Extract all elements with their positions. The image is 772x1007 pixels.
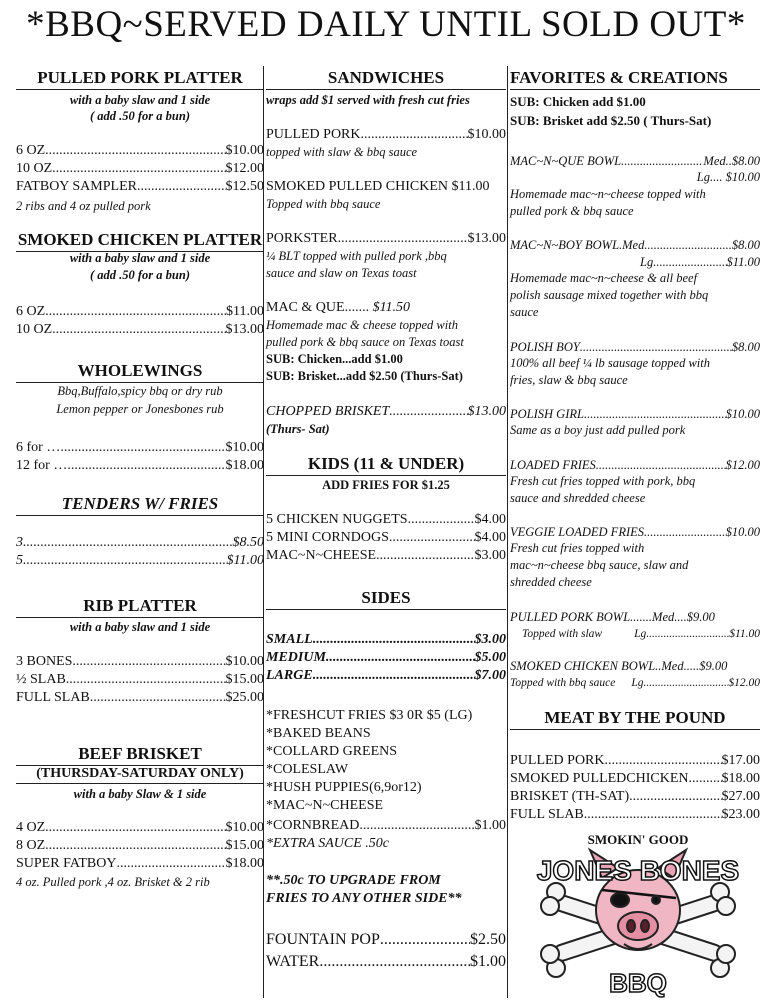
menu-item: Lg ..... $11.00 [510,253,760,271]
menu-item: CHOPPED BRISKET ..... $13.00 [266,403,506,421]
menu-item: LOADED FRIES ..... $12.00 [510,456,760,474]
pulled-pork-platter-heading: PULLED PORK PLATTER [16,68,264,90]
kids-sub: ADD FRIES FOR $1.25 [322,478,450,492]
menu-item: 12 for … ..... $18.00 [16,457,264,475]
menu-item: BRISKET (TH-SAT) ..... $27.00 [510,788,760,806]
item-desc: Same as a boy just add pulled pork [510,423,686,437]
side-item: *HUSH PUPPIES(6,9or12) [266,780,422,795]
item-desc: Homemade mac & cheese topped with [266,318,458,332]
menu-item: 5 ..... $11.00 [16,552,264,570]
menu-item: 10 OZ ..... $12.00 [16,160,264,178]
menu-item: SMOKED PULLEDCHICKEN ..... $18.00 [510,770,760,788]
upgrade-note: **.50c TO UPGRADE FROM [266,873,441,888]
side-item: *COLLARD GREENS [266,744,398,759]
smoked-chicken-platter-heading: SMOKED CHICKEN PLATTER [16,230,264,252]
sub-option: SUB: Chicken add $1.00 [510,94,646,109]
meat-by-pound-heading: MEAT BY THE POUND [510,708,760,730]
menu-item: SUPER FATBOY ..... $18.00 [16,855,264,873]
menu-item: PULLED PORK ..... $17.00 [510,752,760,770]
menu-item: FOUNTAIN POP ..... $2.50 [266,930,506,950]
menu-item: 6 OZ ..... $11.00 [16,303,264,321]
menu-item: MAC~N~QUE BOWL ..... Med..$8.00 [510,152,760,170]
logo-top-text: SMOKIN' GOOD [587,832,689,847]
logo-middle-text: JONES BONES [536,855,740,886]
logo-bottom-text: BBQ [609,968,667,998]
menu-item: MEDIUM ..... $5.00 [266,649,506,667]
item-note: 4 oz. Pulled pork ,4 oz. Brisket & 2 rib [16,875,210,889]
sub-option: SUB: Chicken...add $1.00 [266,352,403,366]
page-title: *BBQ~SERVED DAILY UNTIL SOLD OUT* [26,4,746,45]
rib-platter-sub: with a baby slaw and 1 side [69,620,211,634]
item-desc: Fresh cut fries topped with pork, bbq [510,474,696,488]
side-item: *BAKED BEANS [266,726,371,741]
item-desc: Homemade mac~n~cheese & all beef [510,271,698,285]
beef-brisket-sub: with a baby Slaw & 1 side [73,787,207,801]
menu-item: PORKSTER ..... $13.00 [266,230,506,248]
menu-item: FULL SLAB ..... $23.00 [510,806,760,824]
menu-item: 3 BONES ..... $10.00 [16,653,264,671]
wholewings-heading: WHOLEWINGS [16,361,264,383]
sandwiches-sub: wraps add $1 served with fresh cut fries [266,93,470,107]
item-desc: pulled pork & bbq sauce on Texas toast [266,335,464,349]
menu-item: FULL SLAB ..... $25.00 [16,689,264,707]
favorites-heading: FAVORITES & CREATIONS [510,68,760,90]
menu-item: MAC~N~BOY BOWL.Med ..... $8.00 [510,236,760,254]
menu-item: FATBOY SAMPLER ..... $12.50 [16,178,264,196]
menu-item: 10 OZ ..... $13.00 [16,321,264,339]
wing-flavors: Bbq,Buffalo,spicy bbq or dry rub [57,384,223,398]
item-desc: ¼ BLT topped with pulled pork ,bbq [266,249,447,263]
item-desc: fries, slaw & bbq sauce [510,373,628,387]
item-note: 2 ribs and 4 oz pulled pork [16,199,151,213]
item-desc: Homemade mac~n~cheese topped with [510,187,706,201]
menu-item: 3 ..... $8.50 [16,534,264,552]
side-item: *MAC~N~CHEESE [266,798,384,813]
menu-item: MAC~N~CHEESE ..... $3.00 [266,547,506,565]
wing-flavors: Lemon pepper or Jonesbones rub [56,402,224,416]
item-desc: polish sausage mixed together with bbq [510,288,709,302]
smoked-chicken-platter-sub: with a baby slaw and 1 side [69,251,211,265]
menu-item: 5 MINI CORNDOGS ..... $4.00 [266,529,506,547]
menu-item: Topped with slaw Lg ..... $11.00 [510,625,760,643]
menu-item: 5 CHICKEN NUGGETS ..... $4.00 [266,511,506,529]
menu-item: POLISH GIRL ..... $10.00 [510,405,760,423]
side-item: *EXTRA SAUCE .50c [266,836,390,851]
sides-heading: SIDES [266,588,506,610]
side-item: *FRESHCUT FRIES $3 0R $5 (LG) [266,708,473,723]
column-left [16,68,264,998]
item-desc: sauce and slaw on Texas toast [266,266,417,280]
menu-item: 6 for … ..... $10.00 [16,439,264,457]
item-desc: sauce and shredded cheese [510,491,646,505]
menu-item: ½ SLAB ..... $15.00 [16,671,264,689]
smoked-chicken-platter-bun: ( add .50 for a bun) [89,268,190,282]
sub-option: SUB: Brisket add $2.50 ( Thurs-Sat) [510,113,712,128]
side-item: *COLESLAW [266,762,349,777]
menu-item: LARGE ..... $7.00 [266,667,506,685]
menu-item: POLISH BOY ..... $8.00 [510,338,760,356]
column-middle [266,68,506,998]
menu-item: PULLED PORK BOWL ....... Med....$9.00 [510,610,715,624]
pulled-pork-platter-sub: with a baby slaw and 1 side [69,93,211,107]
menu-item: 4 OZ ..... $10.00 [16,819,264,837]
item-desc: topped with slaw & bbq sauce [266,145,418,159]
tenders-heading: TENDERS W/ FRIES [16,494,264,516]
menu-item: SMALL ..... $3.00 [266,631,506,649]
item-desc: Topped with bbq sauce [266,197,381,211]
item-desc: mac~n~cheese bbq sauce, slaw and [510,558,689,572]
jones-bones-logo [520,828,756,998]
menu-item: SMOKED PULLED CHICKEN $11.00 [266,179,490,194]
beef-brisket-heading: BEEF BRISKET [78,744,202,763]
item-desc: sauce [510,305,539,319]
menu-item: VEGGIE LOADED FRIES ..... $10.00 [510,523,760,541]
rib-platter-heading: RIB PLATTER [16,596,264,618]
menu-item: SMOKED CHICKEN BOWL..Med.....$9.00 [510,659,728,673]
menu-item: Topped with bbq sauce Lg ..... $12.00 [510,674,760,692]
menu-item: WATER ..... $1.00 [266,952,506,972]
item-desc: 100% all beef ¼ lb sausage topped with [510,356,710,370]
column-right [510,68,760,998]
item-note: (Thurs- Sat) [266,422,330,436]
item-desc: pulled pork & bbq sauce [510,204,634,218]
column-divider [507,66,508,998]
menu-item: *CORNBREAD ..... $1.00 [266,817,506,835]
item-desc: Fresh cut fries topped with [510,541,645,555]
menu-item: PULLED PORK ..... $10.00 [266,126,506,144]
upgrade-note: FRIES TO ANY OTHER SIDE** [266,891,462,906]
item-price: Lg.... $10.00 [696,170,760,184]
item-desc: shredded cheese [510,575,592,589]
beef-brisket-days: (THURSDAY-SATURDAY ONLY) [16,765,264,784]
sub-option: SUB: Brisket...add $2.50 (Thurs-Sat) [266,369,463,383]
menu-item: 8 OZ ..... $15.00 [16,837,264,855]
menu-item: 6 OZ ..... $10.00 [16,142,264,160]
menu-item: MAC & QUE....... $11.50 [266,300,411,315]
kids-heading: KIDS (11 & UNDER) [266,454,506,476]
pulled-pork-platter-bun: ( add .50 for a bun) [89,109,190,123]
sandwiches-heading: SANDWICHES [266,68,506,90]
